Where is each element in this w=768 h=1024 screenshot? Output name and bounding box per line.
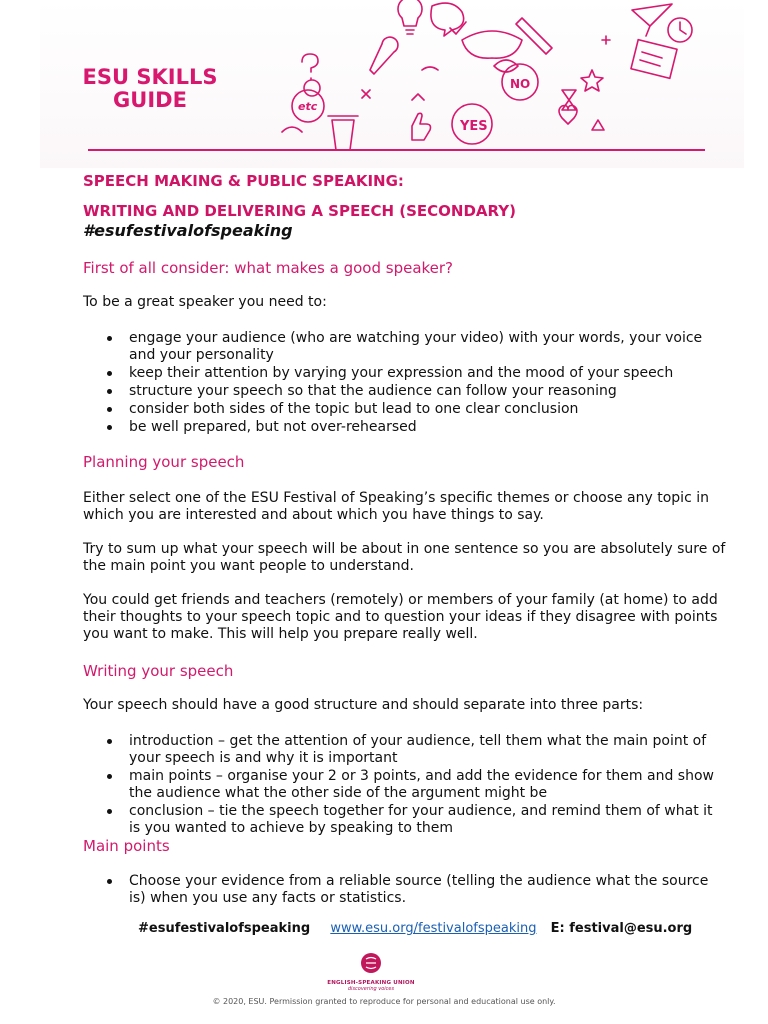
lightbulb-icon	[398, 0, 422, 34]
list-item: main points – organise your 2 or 3 points, and add the evidence for them and show the audience what the other side of the argument might be	[83, 768, 728, 802]
document-title-line2: WRITING AND DELIVERING A SPEECH (SECONDARY)	[83, 202, 516, 220]
speech-structure-list	[83, 733, 728, 838]
pencil-icon	[516, 18, 552, 54]
section-heading-good-speaker: First of all consider: what makes a good speaker?	[83, 259, 454, 277]
main-points-list	[83, 873, 728, 908]
list-item: keep their attention by varying your expression and the mood of your speech	[83, 365, 728, 382]
list-item: be well prepared, but not over-rehearsed	[83, 419, 728, 436]
book-icon	[631, 40, 677, 79]
list-item: Choose your evidence from a reliable source (telling the audience what the source is) when you use any facts or statistics.	[83, 873, 728, 907]
section-heading-main-points: Main points	[83, 837, 170, 855]
footer-hashtag: #esufestivalofspeaking	[138, 921, 311, 936]
yes-text: YES	[460, 119, 488, 134]
etc-text: etc	[298, 100, 318, 113]
esu-logo	[326, 952, 416, 992]
list-item: engage your audience (who are watching your video) with your words, your voice and your personality	[83, 330, 728, 364]
footer-email[interactable]: E: festival@esu.org	[550, 921, 693, 936]
planning-paragraph-3: You could get friends and teachers (remotely) or members of your family (at home) to add their thoughts to your speech topic and to question your ideas if they disagree with points you want to make. This will help you prepare really well.	[83, 592, 718, 642]
no-text: NO	[510, 77, 531, 91]
list-item: structure your speech so that the audience can follow your reasoning	[83, 383, 728, 400]
planning-paragraph-2: Try to sum up what your speech will be about in one sentence so you are absolutely sure of the main point you want people to understand.	[83, 541, 726, 574]
question-icon	[302, 54, 318, 79]
good-speaker-list	[83, 330, 728, 437]
header-rule	[88, 149, 705, 151]
list-item: consider both sides of the topic but lead to one clear conclusion	[83, 401, 728, 418]
copyright-notice: © 2020, ESU. Permission granted to reproduce for personal and educational use only.	[212, 997, 556, 1006]
thumbs-up-icon	[412, 113, 431, 140]
logo-tagline: discovering voices	[347, 986, 395, 992]
list-item: introduction – get the attention of your audience, tell them what the main point of your speech is and why it is important	[83, 733, 728, 767]
star-icon	[581, 70, 603, 91]
brand-line-2: GUIDE	[113, 88, 187, 112]
paper-plane-icon	[632, 4, 672, 36]
logo-name: ENGLISH-SPEAKING UNION	[327, 980, 415, 986]
festival-link[interactable]: www.esu.org/festivalofspeaking	[330, 921, 537, 936]
list-item: conclusion – tie the speech together for your audience, and remind them of what it is you wanted to achieve by speaking to them	[83, 803, 728, 837]
microphone-icon	[370, 37, 398, 74]
brand-line-1: ESU SKILLS	[82, 65, 218, 89]
section-heading-planning: Planning your speech	[83, 453, 245, 471]
title-hashtag: #esufestivalofspeaking	[83, 221, 293, 240]
document-title-line1: SPEECH MAKING & PUBLIC SPEAKING:	[83, 172, 404, 190]
speaking-doodles-illustration	[262, 0, 722, 150]
esu-crest-icon	[359, 952, 383, 974]
section-heading-writing: Writing your speech	[83, 662, 234, 680]
cloud-icon	[462, 31, 522, 58]
podium-icon	[328, 116, 358, 150]
guide-brand-title	[80, 66, 220, 112]
writing-intro: Your speech should have a good structure and should separate into three parts:	[83, 697, 644, 713]
footer-contact	[138, 921, 692, 936]
good-speaker-intro: To be a great speaker you need to:	[83, 294, 327, 310]
planning-paragraph-1: Either select one of the ESU Festival of Speaking’s specific themes or choose any topic in which you are interested and about which you have things to say.	[83, 490, 709, 523]
